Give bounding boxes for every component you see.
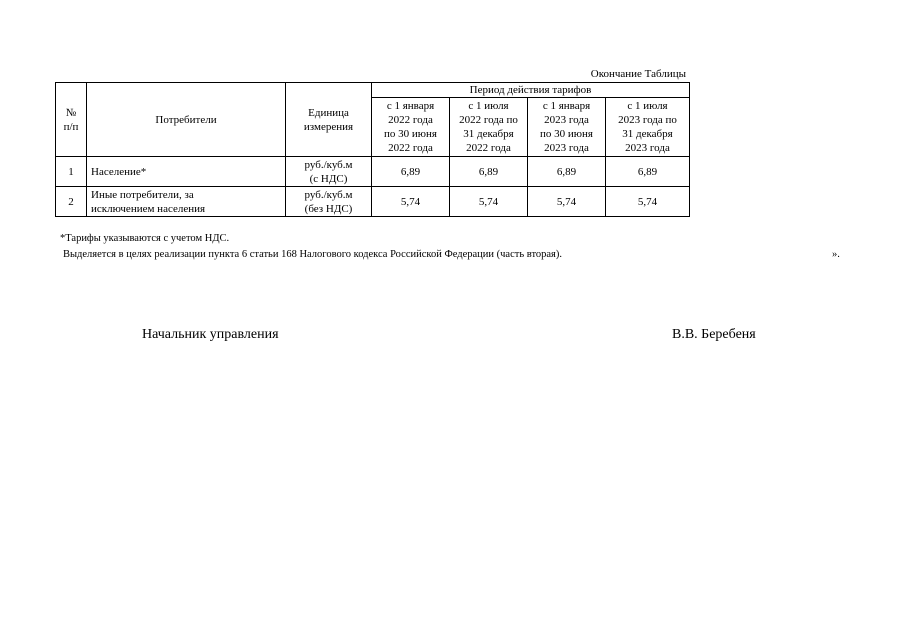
- table-row: [56, 187, 690, 217]
- row-2-unit-line-2: (без НДС): [304, 202, 353, 215]
- header-period: Период действия тарифов: [372, 83, 690, 98]
- row-2-unit: [286, 187, 372, 217]
- header-unit-line-1: Единица: [308, 106, 349, 119]
- row-2-value-4: 5,74: [606, 187, 690, 217]
- period-2-line-1: с 1 июля: [468, 100, 509, 112]
- row-2-value-3: 5,74: [528, 187, 606, 217]
- table-caption: Окончание Таблицы: [590, 68, 686, 80]
- closing-quote: ».: [832, 249, 840, 260]
- period-4-line-2: 2023 года по: [618, 114, 677, 126]
- row-2-value-1: 5,74: [372, 187, 450, 217]
- row-1-value-2: 6,89: [450, 157, 528, 187]
- row-1-unit-line-1: руб./куб.м: [304, 158, 353, 171]
- period-3-line-2: 2023 года: [544, 114, 589, 126]
- period-2-line-2: 2022 года по: [459, 114, 518, 126]
- header-period-1: [372, 98, 450, 157]
- row-1-num: 1: [56, 157, 87, 187]
- row-2-consumer: [87, 187, 286, 217]
- header-num-line-2: п/п: [63, 120, 79, 133]
- period-1-line-4: 2022 года: [388, 142, 433, 154]
- signatory-position: Начальник управления: [142, 327, 279, 342]
- header-period-2: [450, 98, 528, 157]
- period-1-line-3: по 30 июня: [384, 128, 437, 140]
- row-2-num: 2: [56, 187, 87, 217]
- row-2-value-2: 5,74: [450, 187, 528, 217]
- signatory-name: В.В. Беребеня: [672, 327, 756, 342]
- footnote: *Тарифы указываются с учетом НДС.: [60, 233, 230, 244]
- header-unit: [286, 83, 372, 157]
- period-4-line-3: 31 декабря: [622, 128, 673, 140]
- row-1-value-4: 6,89: [606, 157, 690, 187]
- row-1-value-1: 6,89: [372, 157, 450, 187]
- period-4-line-4: 2023 года: [625, 142, 670, 154]
- header-row-1: [56, 83, 690, 98]
- header-num: [56, 83, 87, 157]
- table-row: [56, 157, 690, 187]
- row-1-consumer: [87, 157, 286, 187]
- header-consumers: Потребители: [87, 83, 286, 157]
- tax-note: Выделяется в целях реализации пункта 6 статьи 168 Налогового кодекса Российской Федерации (часть вторая).: [63, 249, 563, 260]
- period-4-line-1: с 1 июля: [627, 100, 668, 112]
- row-1-value-3: 6,89: [528, 157, 606, 187]
- row-2-consumer-line-1: Иные потребители, за: [91, 188, 194, 201]
- period-2-line-3: 31 декабря: [463, 128, 514, 140]
- period-3-line-4: 2023 года: [544, 142, 589, 154]
- row-1-unit: [286, 157, 372, 187]
- period-2-line-4: 2022 года: [466, 142, 511, 154]
- header-num-line-1: №: [65, 106, 77, 119]
- period-1-line-1: с 1 января: [386, 100, 435, 112]
- header-period-4: [606, 98, 690, 157]
- row-1-unit-line-2: (с НДС): [309, 172, 348, 185]
- row-2-unit-line-1: руб./куб.м: [304, 188, 353, 201]
- header-unit-line-2: измерения: [303, 120, 354, 133]
- header-period-3: [528, 98, 606, 157]
- tariff-table: [55, 82, 690, 217]
- period-3-line-1: с 1 января: [542, 100, 591, 112]
- row-2-consumer-line-2: исключением населения: [91, 202, 206, 215]
- row-1-consumer-line-1: Население*: [91, 165, 147, 178]
- period-1-line-2: 2022 года: [388, 114, 433, 126]
- period-3-line-3: по 30 июня: [540, 128, 593, 140]
